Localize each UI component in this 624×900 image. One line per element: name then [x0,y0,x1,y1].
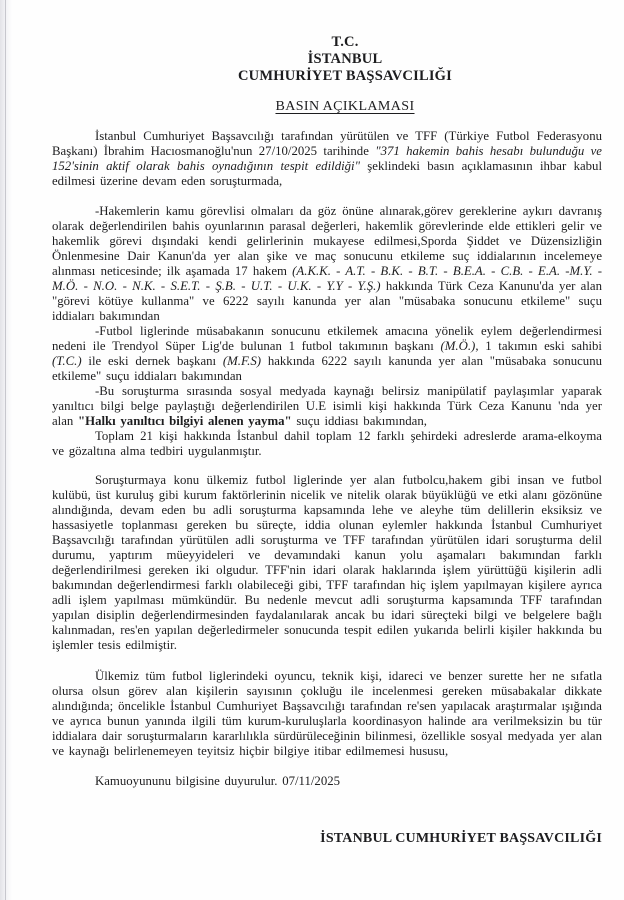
social-text-2: suçu iddiası bakımından, [291,414,427,428]
paragraph-detentions: Toplam 21 kişi hakkında İstanbul dahil toplam 12 farklı şehirdeki adreslerde arama-elkoyma ve gözaltına alma tedbiri uygulanmıştır. [52,429,602,458]
paragraph-commitment: Ülkemiz tüm futbol liglerindeki oyuncu, teknik kişi, idareci ve benzer surette her ne sıfatla olursa olsun görev alan kişilerin sayısının çokluğu ile incelenmesi gereken müsabakalar dikkate alındığında; öncelikle İstanbul Cumhuriyet Başsavcılığı tarafından re'sen yapılacak araştırmalar ışığında ve ayrıca bunun yanında ilgili tüm kurum-kuruluşlarla koordinasyon halinde ara verilmeksizin bu tür iddialara dair soruşturmaların kararlılıkla sürdürüleceğinin bilinmesi, özellikle sosyal medyada yer alan ve kaynağı belirlenemeyen teyitsiz hiçbir bilgiye itibar edilmemesi hususu, [52,669,602,758]
clubs-initials-2-italic: (T.C.) [52,354,82,368]
letterhead-city: İSTANBUL [307,51,383,67]
letterhead-office: CUMHURİYET BAŞSAVCILIĞI [238,68,452,84]
scan-edge-shadow [0,0,12,900]
intro-text-2: şeklindeki basın açıklamasının ihbar kabul edilmesi üzerine devam eden soruşturmada, [52,159,603,188]
document-title: BASIN AÇIKLAMASI [275,99,415,114]
clubs-initials-3-italic: (M.F.S) [222,354,262,368]
clubs-text-1: -Futbol liglerinde müsabakanın sonucunu etkilemek amacına yönelik eylem değerlendirmesi nedeni ile Trendyol Süper Lig'de bulunan 1 futbol takımının başkanı [52,324,602,353]
referees-text-1: -Hakemlerin kamu görevlisi olmaları da göz önüne alınarak,görev gereklerine aykırı davranış olarak değerlendirilen bahis oyunlarının parasal değerleri, hakemlik görevlerinde elde ettikleri gelir ve hakemlik görevi dışındaki kendi gelirlerinin mukayese edilmesi,Sporda Şiddet ve Düzensizliğin Önlenmesine Dair Kanun'da yer alan şike ve maç sonucunu etkileme suç iddialarının incelemeye alınması neticesinde; ilk aşamada 17 hakem [52,204,602,278]
referees-initials-italic: (A.K.K. - A.T. - B.K. - B.T. - B.E.A. - C.B. - E.A. -M.Y. - M.Ö. - N.O. - N.K. - S.E.T. - Ş.B. - U.T. - U.K. - Y.Y - Y.Ş.) [52,264,602,293]
referees-text-2: hakkında Türk Ceza Kanunu'da yer alan "görevi kötüye kullanma" ve 6222 sayılı kanunda yer alan "müsabaka sonucunu etkileme" suçu iddiaları bakımından [52,279,602,323]
paragraph-investigation-scope: Soruşturmaya konu ülkemiz futbol liglerinde yer alan futbolcu,hakem gibi insan ve futbol kulübü, üst kuruluş gibi kurum faktörlerinin nicelik ve nitelik olarak büyüklüğü ve etki alanı gözönüne alındığında, devam eden bu adli soruşturma kapsamında lehe ve aleyhe tüm delillerin eksiksiz ve hassasiyetle toplanması gereken bu süreçte, iddia olunan eylemler hakkında İstanbul Cumhuriyet Başsavcılığı tarafından yürütülen adli soruşturma ve TFF tarafından yürütülen idari soruşturma delil durumu, yaptırım müeyyideleri ve devamındaki kanun yolu aşamaları bakımından farklı değerlendirilmesi gereken iki olgudur. TFF'nin idari olarak haklarında işlem yürüttüğü kişilerin adli bakımından değerlendirmesi farklı olabileceği gibi, TFF tarafından hiç işlem yapılmayan kişilere ayrıca adli işlem yapılması mümkündür. Bu nedenle mevcut adli soruşturma kapsamında TFF tarafından yapılan disiplin değerlendirmesinden faydalanılarak ancak bu idari süreçteki bilgi ve belgelere bağlı kalınmadan, res'en yapılan değerledirmeler sonucunda tespit edilen yukarıda belirli kişiler hakkında bu işlemler tesis edilmiştir. [52,473,602,652]
signature-line: İSTANBUL CUMHURİYET BAŞSAVCILIĞI [320,831,602,846]
letterhead-tc: T.C. [331,34,359,50]
paragraph-referees [52,204,602,324]
closing-line: Kamuoyununu bilgisine duyurulur. 07/11/2025 [95,774,341,788]
letterhead [88,34,602,85]
clubs-text-4: hakkında 6222 sayılı kanunda yer alan "müsabaka sonucunu etkileme" suçu iddiaları bakımından [52,354,602,383]
social-text-1: -Bu soruşturma sırasında sosyal medyada kaynağı belirsiz manipülatif paylaşımlar yaparak yanıltıcı bilgi belge paylaştığı değerlendirilen U.E isimli kişi hakkında Türk Ceza Kanunu 'nda yer alan [52,384,602,428]
paragraph-clubs [52,324,602,384]
clubs-initials-1-italic: (M.Ö.) [440,339,476,353]
intro-text-1: İstanbul Cumhuriyet Başsavcılığı tarafından yürütülen ve TFF (Türkiye Futbol Federasyonu Başkanı) İbrahim Hacıosmanoğlu'nun 27/10/2025 tarihinde [52,129,602,158]
clubs-text-2: , 1 takımın eski sahibi [475,339,602,353]
paragraph-social-media [52,384,602,429]
clubs-text-3: ile eski dernek başkanı [81,354,223,368]
social-charge-bold: "Halkı yanıltıcı bilgiyi alenen yayma" [78,414,292,428]
intro-quote-italic: "371 hakemin bahis hesabı bulunduğu ve 152'sinin aktif olarak bahis oynadığının tespit edildiği" [52,144,602,173]
document-content [52,30,602,847]
paragraph-intro [52,129,602,189]
